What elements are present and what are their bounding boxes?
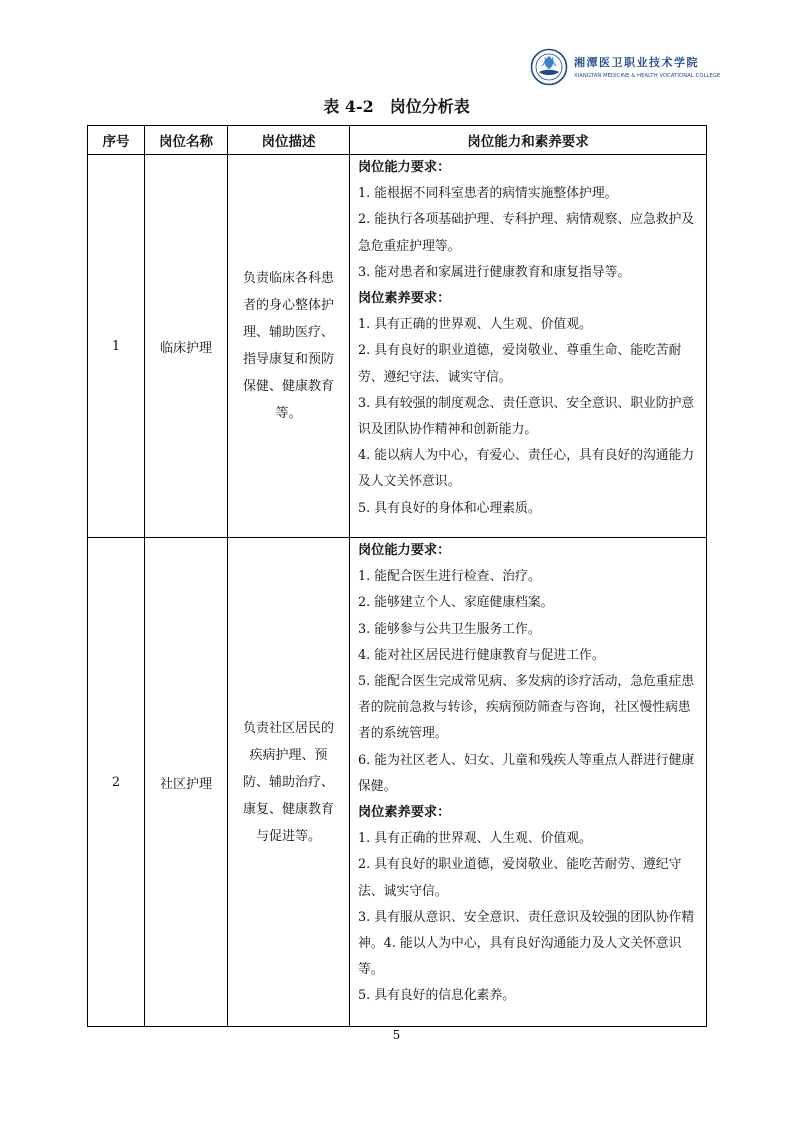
row-seq: 2 <box>88 538 145 1027</box>
ability-item: 3. 能对患者和家属进行健康教育和康复指导等。 <box>358 264 631 280</box>
post-analysis-table <box>87 125 707 1027</box>
quality-item: 1. 具有正确的世界观、人生观、价值观。 <box>358 831 592 847</box>
page-number: 5 <box>392 1028 401 1042</box>
header-seq: 序号 <box>88 126 145 155</box>
ability-item: 1. 能配合医生进行检查、治疗。 <box>358 569 541 585</box>
header-post-name: 岗位名称 <box>145 126 228 155</box>
college-name-en: XIANGTAN MEDICINE & HEALTH VOCATIONAL COLLEGE <box>574 73 721 79</box>
row-post-name: 临床护理 <box>145 155 228 538</box>
quality-heading: 岗位素养要求： <box>358 805 451 821</box>
row-requirements <box>350 538 707 1027</box>
quality-item: 3. 具有服从意识、安全意识、责任意识及较强的团队协作精神。4. 能以人为中心，具有良好沟通能力及人文关怀意识等。 <box>358 909 695 978</box>
row-post-name: 社区护理 <box>145 538 228 1027</box>
quality-item: 2. 具有良好的职业道德，爱岗敬业、能吃苦耐劳、遵纪守法、诚实守信。 <box>358 857 682 899</box>
ability-heading: 岗位能力要求： <box>358 160 451 175</box>
ability-item: 4. 能对社区居民进行健康教育与促进工作。 <box>358 647 605 663</box>
college-logo <box>530 48 721 86</box>
ability-item: 2. 能执行各项基础护理、专科护理、病情观察、应急救护及急危重症护理等。 <box>358 212 695 254</box>
table-row <box>88 155 707 538</box>
ability-item: 3. 能够参与公共卫生服务工作。 <box>358 621 541 637</box>
table-row <box>88 538 707 1027</box>
college-emblem-icon <box>530 48 568 86</box>
table-header-row <box>88 126 707 155</box>
quality-item: 4. 能以病人为中心，有爱心、责任心，具有良好的沟通能力及人文关怀意识。 <box>358 448 695 490</box>
header-requirements: 岗位能力和素养要求 <box>350 126 707 155</box>
quality-heading: 岗位素养要求： <box>358 291 451 307</box>
college-name-cn: 湘潭医卫职业技术学院 <box>574 56 699 69</box>
quality-item: 1. 具有正确的世界观、人生观、价值观。 <box>358 317 592 333</box>
quality-item: 3. 具有较强的制度观念、责任意识、安全意识、职业防护意识及团队协作精神和创新能力。 <box>358 395 695 438</box>
ability-item: 2. 能够建立个人、家庭健康档案。 <box>358 595 554 611</box>
row-post-description: 负责临床各科患者的身心整体护理、辅助医疗、指导康复和预防保健、健康教育等。 <box>228 155 350 538</box>
row-requirements <box>350 155 707 538</box>
ability-item: 1. 能根据不同科室患者的病情实施整体护理。 <box>358 186 618 202</box>
row-post-description: 负责社区居民的疾病护理、预防、辅助治疗、康复、健康教育与促进等。 <box>228 538 350 1027</box>
ability-heading: 岗位能力要求： <box>358 543 451 558</box>
quality-item: 2. 具有良好的职业道德，爱岗敬业、尊重生命、能吃苦耐劳、遵纪守法、诚实守信。 <box>358 343 682 385</box>
quality-item: 5. 具有良好的信息化素养。 <box>358 988 516 1004</box>
quality-item: 5. 具有良好的身体和心理素质。 <box>358 500 541 516</box>
header-post-description: 岗位描述 <box>228 126 350 155</box>
table-title: 表 4-2 岗位分析表 <box>323 97 470 116</box>
ability-item: 5. 能配合医生完成常见病、多发病的诊疗活动，急危重症患者的院前急救与转诊，疾病预防筛查与咨询，社区慢性病患者的系统管理。 <box>358 674 695 742</box>
ability-item: 6. 能为社区老人、妇女、儿童和残疾人等重点人群进行健康保健。 <box>358 752 695 794</box>
row-seq: 1 <box>88 155 145 538</box>
